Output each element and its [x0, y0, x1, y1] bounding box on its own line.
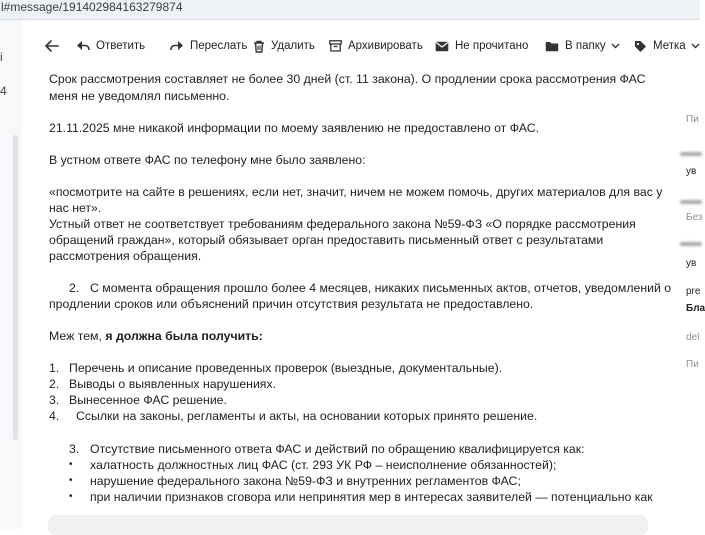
list-number: 3.	[49, 393, 60, 407]
list-number: 3.	[69, 442, 80, 456]
delete-button[interactable]	[253, 34, 315, 58]
reply-button[interactable]	[76, 34, 145, 58]
body-text-line: Устный ответ не соответствует требованиям федерального закона №59-ФЗ «О порядке рассмотрения	[49, 217, 636, 231]
forward-button[interactable]	[170, 34, 247, 58]
list-snippet[interactable]: Бла	[686, 303, 705, 314]
chevron-down-icon	[611, 43, 620, 49]
list-number: 2.	[49, 377, 60, 391]
body-text-line: меня не уведомлял письменно.	[49, 89, 230, 103]
body-text-line: «посмотрите на сайте в решениях, если нет, значит, ничем не можем помочь, других материалов для вас у	[49, 185, 663, 199]
archive-icon	[329, 40, 342, 52]
move-to-folder-label: В папку	[565, 40, 606, 52]
meanwhile-prefix: Меж тем,	[49, 329, 106, 343]
archive-label: Архивировать	[348, 40, 423, 52]
list-snippet[interactable]: Пи	[686, 359, 699, 370]
label-label: Метка	[653, 40, 686, 52]
list-snippet[interactable]: Без	[686, 212, 703, 223]
left-strip-mark: i	[0, 50, 3, 64]
delete-label: Удалить	[271, 40, 315, 52]
url-text: l#message/191402984163279874	[1, 0, 183, 14]
reply-icon	[76, 40, 90, 52]
meanwhile-bold: я должна была получить:	[105, 329, 263, 343]
trash-icon	[253, 40, 265, 53]
envelope-icon	[435, 41, 449, 52]
list-snippet[interactable]: pre	[686, 286, 701, 297]
redacted-sender	[680, 152, 702, 156]
move-to-folder-button[interactable]	[545, 34, 620, 58]
list-item: Вынесенное ФАС решение.	[69, 393, 227, 407]
left-folder-strip	[0, 20, 22, 529]
bullet: •	[69, 475, 73, 486]
bullet: •	[69, 491, 73, 502]
body-text-line: обращений граждан», который обязывает орган предоставить письменный ответ с результатами	[49, 233, 604, 247]
list-number: 4.	[49, 409, 60, 423]
left-scrollbar[interactable]	[13, 135, 18, 440]
bullet-item: халатность должностных лиц ФАС (ст. 293 УК РФ – неисполнение обязанностей);	[90, 458, 557, 472]
quick-reply-box[interactable]	[48, 515, 648, 535]
redacted-sender	[680, 200, 702, 204]
redacted-sender	[680, 242, 702, 246]
body-text-line: 21.11.2025 мне никакой информации по моему заявлению не предоставлено от ФАС.	[49, 121, 540, 135]
bullet-item: нарушение федерального закона №59-ФЗ и внутренних регламентов ФАС;	[90, 474, 521, 488]
list-item: Ссылки на законы, регламенты и акты, на основании которых принято решение.	[76, 409, 538, 423]
forward-icon	[170, 40, 184, 52]
list-snippet[interactable]: ув	[686, 166, 697, 177]
body-text-line: Отсутствие письменного ответа ФАС и действий по обращению квалифицируется как:	[90, 442, 585, 456]
right-message-list	[672, 60, 705, 529]
list-item: Выводы о выявленных нарушениях.	[69, 377, 277, 391]
body-text-line: С момента обращения прошло более 4 месяцев, никаких письменных актов, отчетов, уведомлений о	[90, 281, 672, 295]
bullet-item: при наличии признаков сговора или непринятия мер в интересах заявителей — потенциально как	[90, 490, 653, 504]
body-text-line: В устном ответе ФАС по телефону мне было заявлено:	[49, 153, 366, 167]
back-button[interactable]	[45, 34, 59, 58]
bullet: •	[69, 459, 73, 470]
list-number: 1.	[49, 361, 60, 375]
left-strip-mark: 4	[0, 84, 7, 98]
list-snippet[interactable]: ув	[686, 258, 697, 269]
archive-button[interactable]	[329, 34, 423, 58]
arrow-left-icon	[45, 40, 59, 52]
folder-icon	[545, 41, 559, 52]
browser-address-bar[interactable]	[0, 0, 700, 20]
label-button[interactable]	[634, 34, 700, 58]
mark-unread-button[interactable]	[435, 34, 528, 58]
forward-label: Переслать	[190, 40, 248, 52]
list-number: 2.	[69, 281, 80, 295]
meanwhile-line	[49, 328, 263, 344]
body-text-line: нас нет».	[49, 201, 102, 215]
chevron-down-icon	[691, 43, 700, 49]
body-text-line: продлении сроков или объяснений причин отсутствия результата не предоставлено.	[49, 297, 534, 311]
body-text-line: рассмотрения обращения.	[49, 249, 202, 263]
message-toolbar	[33, 34, 700, 58]
list-item: Перечень и описание проведенных проверок (выездные, документальные).	[69, 361, 503, 375]
reply-label: Ответить	[96, 40, 146, 52]
list-snippet[interactable]: del	[686, 332, 700, 343]
body-text-line: Срок рассмотрения составляет не более 30 дней (ст. 11 закона). О продлении срока рассмотрения ФАС	[49, 72, 646, 86]
tag-icon	[634, 40, 647, 53]
mark-unread-label: Не прочитано	[455, 40, 529, 52]
list-snippet[interactable]: Пи	[686, 114, 699, 125]
